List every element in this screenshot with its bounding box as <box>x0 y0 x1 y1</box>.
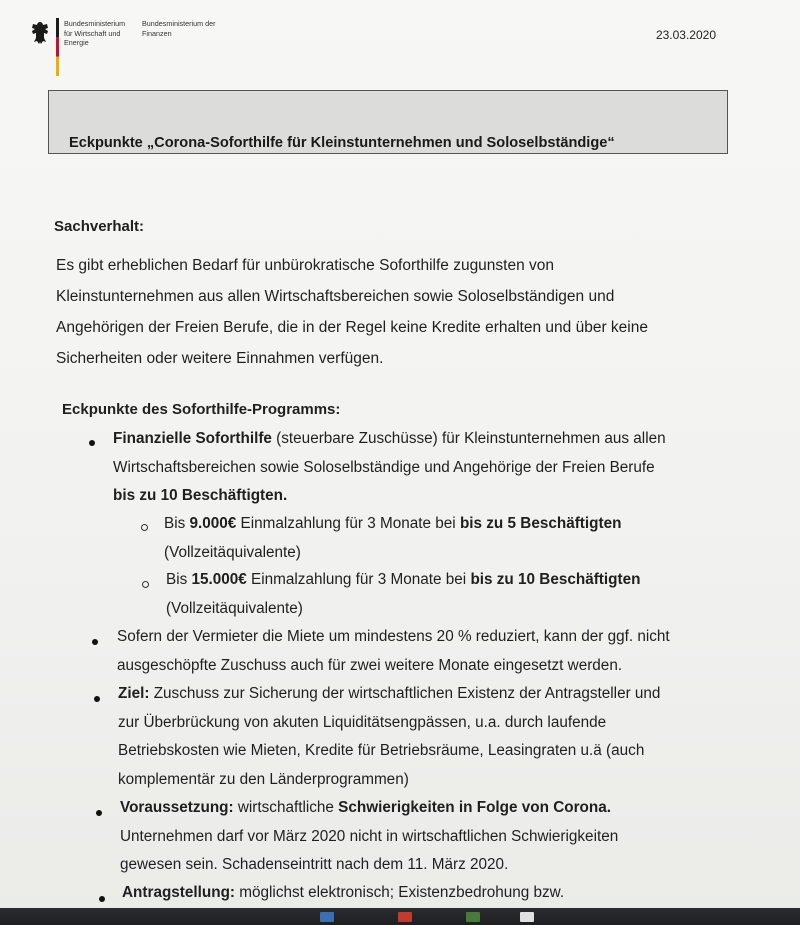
list-item-rent <box>117 623 797 680</box>
list-item-line: Betriebskosten wie Mieten, Kredite für Betriebsräume, Leasingraten u.ä (auch <box>118 742 645 759</box>
eckpunkte-heading: Eckpunkte des Soforthilfe-Programms: <box>62 401 341 418</box>
bullet-icon <box>92 639 98 645</box>
amount-text: 9.000€ <box>189 515 237 532</box>
sub-item-15000 <box>166 566 786 623</box>
bold-text: Schwierigkeiten in Folge von Corona. <box>338 799 612 816</box>
ministry-economy-name: Bundesministerium für Wirtschaft und Energie <box>64 19 126 47</box>
item-text: möglichst elektronisch; Existenzbedrohung bzw. <box>235 884 565 901</box>
list-item-line <box>113 482 793 511</box>
taskbar-app-icon[interactable] <box>320 912 334 922</box>
bullet-icon <box>89 440 95 446</box>
list-item-line: (Vollzeitäquivalente) <box>164 543 301 561</box>
list-item-line <box>122 879 800 908</box>
sub-bullet-icon <box>141 524 148 531</box>
list-item-line <box>166 566 786 595</box>
ministry-finance-name: Bundesministerium der Finanzen <box>142 19 216 38</box>
bold-text: Ziel: <box>118 685 150 702</box>
taskbar-app-icon[interactable] <box>398 912 412 922</box>
list-item-financial-aid <box>113 425 793 511</box>
taskbar-app-icon[interactable] <box>520 912 534 922</box>
list-item-line: Sofern der Vermieter die Miete um mindestens 20 % reduziert, kann der ggf. nicht <box>117 628 670 645</box>
list-item-line: Unternehmen darf vor März 2020 nicht in wirtschaftlichen Schwierigkeiten <box>120 827 619 845</box>
list-item-line <box>164 510 784 539</box>
paragraph-line: Sicherheiten oder weitere Einnahmen verfügen. <box>56 350 384 367</box>
item-text: (steuerbare Zuschüsse) für Kleinstunternehmen aus allen <box>271 430 666 447</box>
bold-text: bis zu 10 Beschäftigten. <box>113 487 288 504</box>
list-item-line <box>120 794 800 823</box>
sachverhalt-heading: Sachverhalt: <box>54 218 145 235</box>
document-title: Eckpunkte „Corona-Soforthilfe für Kleinstunternehmen und Soloselbständige“ <box>69 135 615 151</box>
list-item-goal <box>118 680 798 794</box>
bold-text: bis zu 5 Beschäftigten <box>459 515 622 532</box>
item-text: Bis <box>164 515 190 532</box>
item-text: Bis <box>166 571 192 588</box>
taskbar-app-icon[interactable] <box>466 912 480 922</box>
document-date: 23.03.2020 <box>655 28 716 42</box>
list-item-line: (Vollzeitäquivalente) <box>166 599 303 617</box>
list-item-line <box>113 425 793 454</box>
list-item-requirement <box>120 794 800 880</box>
bullet-icon <box>94 696 100 702</box>
paragraph-line: Angehörigen der Freien Berufe, die in der Regel keine Kredite erhalten und über keine <box>56 319 648 336</box>
paragraph-line: Kleinstunternehmen aus allen Wirtschaftsbereichen sowie Soloselbständigen und <box>56 288 615 305</box>
list-item-line: gewesen sein. Schadenseintritt nach dem 11. März 2020. <box>120 856 509 873</box>
bold-text: Voraussetzung: <box>120 799 234 816</box>
sub-bullet-icon <box>142 581 149 588</box>
item-text: wirtschaftliche <box>233 799 339 816</box>
list-item-application <box>122 879 800 908</box>
item-text: Einmalzahlung für 3 Monate bei <box>236 515 460 532</box>
list-item-line: komplementär zu den Länderprogrammen) <box>118 770 409 788</box>
list-item-line: ausgeschöpfte Zuschuss auch für zwei weitere Monate eingesetzt werden. <box>117 656 623 674</box>
list-item-line: Wirtschaftsbereichen sowie Soloselbständige und Angehörige der Freien Berufe <box>113 458 655 476</box>
bold-text: bis zu 10 Beschäftigten <box>470 571 641 588</box>
list-item-line <box>118 680 798 709</box>
taskbar <box>0 908 800 925</box>
item-text: Zuschuss zur Sicherung der wirtschaftlichen Existenz der Antragsteller und <box>149 685 661 702</box>
paragraph-line: Es gibt erheblichen Bedarf für unbürokratische Soforthilfe zugunsten von <box>56 257 555 274</box>
bullet-icon <box>99 896 105 902</box>
item-text: Einmalzahlung für 3 Monate bei <box>246 571 471 588</box>
bullet-icon <box>96 810 102 816</box>
bold-text: Antragstellung: <box>122 884 236 901</box>
amount-text: 15.000€ <box>191 571 247 588</box>
list-item-line: zur Überbrückung von akuten Liquiditätsengpässen, u.a. durch laufende <box>118 713 607 731</box>
bold-text: Finanzielle Soforthilfe <box>113 430 272 447</box>
sub-item-9000 <box>164 510 784 567</box>
